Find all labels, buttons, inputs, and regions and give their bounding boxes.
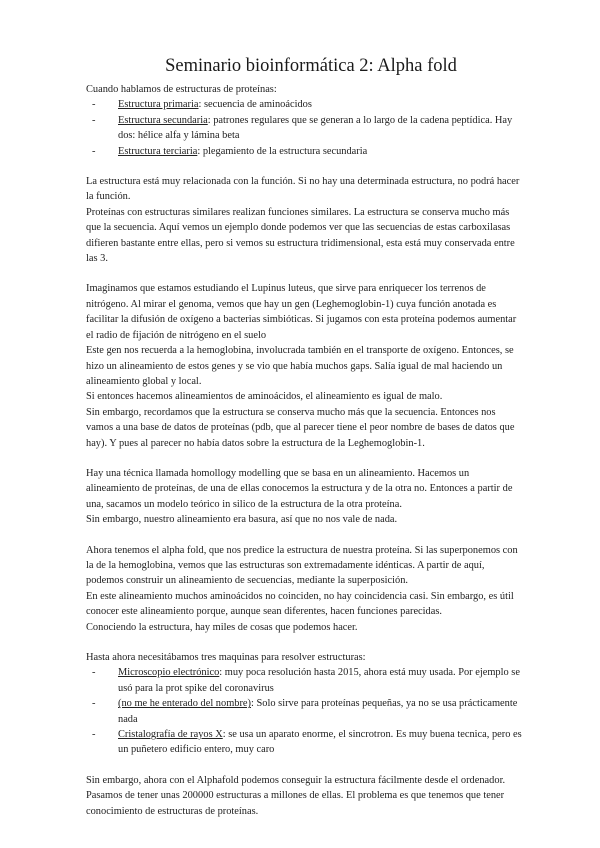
list-item [86, 97, 524, 112]
item-text: : patrones regulares que se generan a lo largo de la cadena peptídica. Hay dos: hélice alfa y lámina beta [118, 114, 513, 142]
item-text: : muy poca resolución hasta 2015, ahora está muy usada. Por ejemplo se usó para la prot spike del coronavirus [118, 667, 520, 694]
item-text: : secuencia de aminoácidos [198, 99, 312, 111]
item-text: : Solo sirve para proteínas pequeñas, ya no se usa prácticamente nada [118, 698, 518, 725]
list-item [86, 696, 524, 727]
dash-bullet: - [92, 698, 96, 710]
list-item [86, 144, 524, 159]
page-title: Seminario bioinformática 2: Alpha fold [165, 56, 457, 76]
term-cristalografia: Cristalografía de rayos X [118, 729, 223, 741]
paragraph: Sin embargo, ahora con el Alphafold podemos conseguir la estructura fácilmente desde el ordenador. Pasamos de tener unas 200000 estructuras a millones de ellas. El problema es que tenemos que tener conocimiento de estructuras de proteínas. [86, 774, 506, 817]
term-secundaria: Estructura secundaria [118, 114, 208, 126]
paragraph: La estructura está muy relacionada con la función. Si no hay una determinada estructura, no podrá hacer la función. [86, 176, 520, 203]
term-unknown: (no me he enterado del nombre) [118, 698, 252, 710]
dash-bullet: - [92, 729, 96, 741]
item-text: : plegamiento de la estructura secundaria [197, 145, 368, 157]
paragraph: Ahora tenemos el alpha fold, que nos predice la estructura de nuestra proteína. Si las superponemos con la de la hemoglobina, vemos que las estructuras son extremadamente idénticas. A partir de aquí, podemos construir un alineamiento de secuencias, mediante la superposición. [86, 544, 518, 587]
dash-bullet: - [92, 145, 96, 157]
methods-list [86, 665, 524, 757]
dash-bullet: - [92, 114, 96, 126]
paragraph: Sin embargo, nuestro alineamiento era basura, así que no nos vale de nada. [86, 514, 398, 526]
paragraph: Proteínas con estructuras similares realizan funciones similares. La estructura se conserva mucho más que la secuencia. Aquí vemos un ejemplo donde podemos ver que las secuencias de estas carboxilasas difieren bastante entre ellas, pero si vemos su estructura tridimensional, esta está muy conservada entre las 3. [86, 206, 515, 265]
list-item [86, 665, 524, 696]
paragraph: Hay una técnica llamada homollogy modelling que se basa en un alineamiento. Hacemos un alineamiento de proteínas, de una de ellas conocemos la estructura y de la otra no. Entonces a partir de una, sacamos un modelo teórico in silico de la estructura de la otra proteína. [86, 467, 513, 510]
item-text: : se usa un aparato enorme, el sincrotron. Es muy buena tecnica, pero es un puñetero edificio entero, muy caro [118, 729, 522, 756]
list-item [86, 113, 524, 144]
paragraph: Imaginamos que estamos estudiando el Lupinus luteus, que sirve para enriquecer los terrenos de nitrógeno. Al mirar el genoma, vemos que hay un gen (Leghemoglobin-1) cuya función anotada es facilitar la difusión de oxígeno a bacterias simbióticas. Si jugamos con esta proteína podemos aumentar el radio de fijación de nitrógeno en el suelo [86, 283, 517, 341]
methods-intro: Hasta ahora necesitábamos tres maquinas para resolver estructuras: [86, 652, 366, 663]
paragraph: En este alineamiento muchos aminoácidos no coinciden, no hay coincidencia casi. Sin embargo, es útil conocer este alineamiento porque, aunque sean diferentes, hacen funciones parecidas. [86, 590, 514, 618]
intro-text: Cuando hablamos de estructuras de proteínas: [86, 84, 277, 95]
dash-bullet: - [92, 99, 96, 111]
paragraph: Sin embargo, recordamos que la estructura se conserva mucho más que la secuencia. Entonces nos vamos a una base de datos de proteínas (pdb, que al parecer tiene el peor nombre de bases de datos que hay). Y pues al parecer no había datos sobre la estructura de la Leghemoglobin-1. [86, 406, 515, 449]
list-item [86, 727, 524, 758]
term-terciaria: Estructura terciaria [118, 145, 198, 157]
paragraph: Conociendo la estructura, hay miles de cosas que podemos hacer. [86, 621, 358, 633]
term-primaria: Estructura primaria [118, 99, 199, 111]
paragraph: Si entonces hacemos alineamientos de aminoácidos, el alineamiento es igual de malo. [86, 391, 443, 403]
dash-bullet: - [92, 667, 96, 679]
paragraph: Este gen nos recuerda a la hemoglobina, involucrada también en el transporte de oxígeno. Entonces, se hizo un alineamiento de estos genes y se vio que había muchos gaps. Salía igual de mal haciendo un alineamiento global y local. [86, 345, 514, 387]
structure-list [86, 97, 524, 159]
term-microscopio: Microscopio electrónico [118, 667, 220, 679]
